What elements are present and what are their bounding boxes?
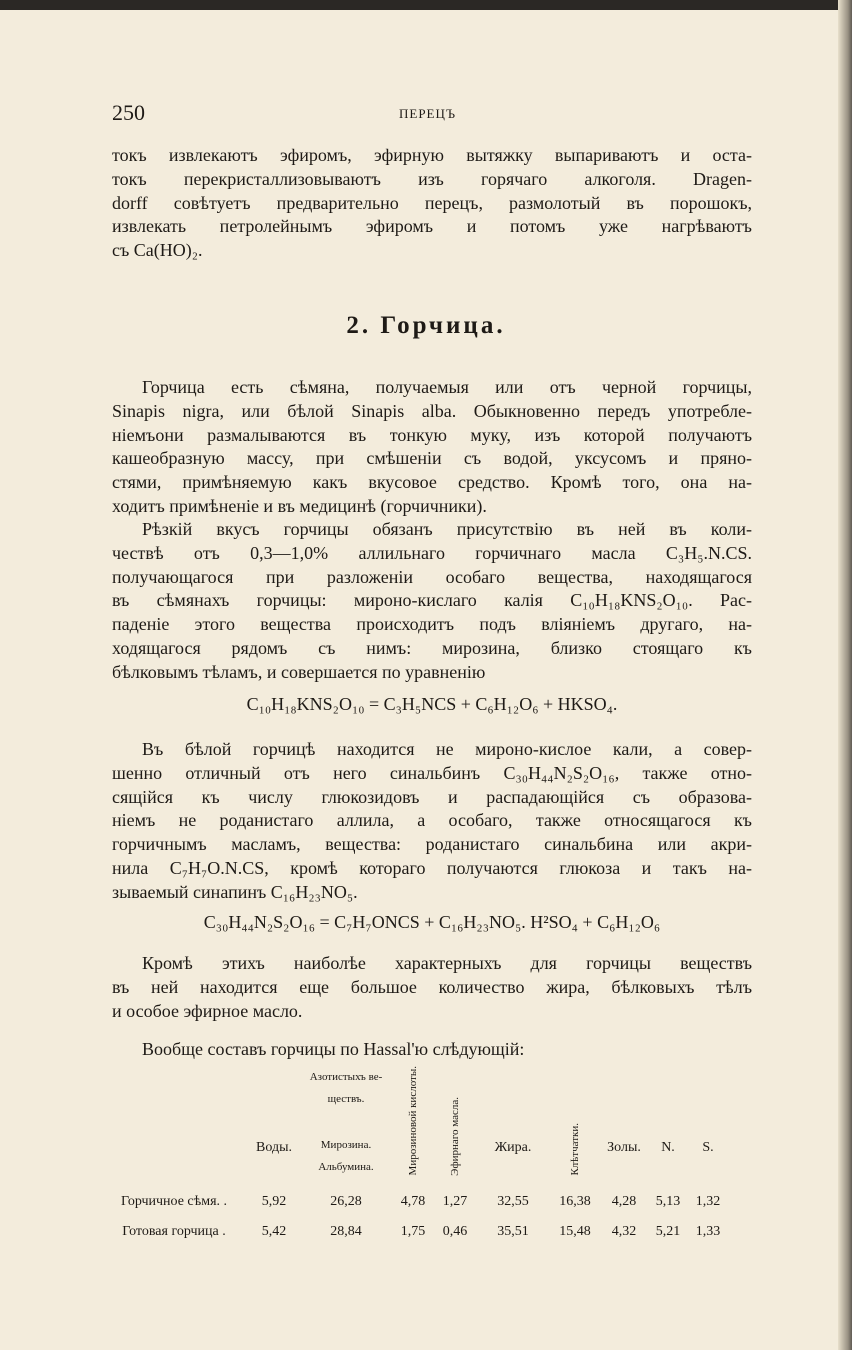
table-cell: 5,92 <box>261 1194 287 1210</box>
table-cell: 32,55 <box>497 1194 529 1210</box>
table-cell: 0,46 <box>442 1224 468 1240</box>
column-header: Азотистыхъ ве- ществъ. Мирозина. Альбумина. <box>300 1066 392 1180</box>
text-line: съ Ca(HO)₂. <box>112 240 203 261</box>
table-cell: 4,78 <box>400 1194 426 1210</box>
paragraph-3 <box>112 738 752 905</box>
text-line: Рѣзкій вкусъ горчицы обязанъ присутствію въ ней въ коли- <box>142 519 752 539</box>
equation-2: C₃₀H₄₄N₂S₂O₁₆ = C₇H₇ONCS + C₁₆H₂₃NO₅. H²SO₄ + C₆H₁₂O₆ <box>203 912 661 932</box>
text-line: зываемый синапинъ C₁₆H₂₃NO₅. <box>112 881 358 902</box>
text-line: ніемъ не роданистаго аллила, а особаго, также относящагося къ <box>112 810 752 831</box>
table-cell: 16,38 <box>559 1194 591 1210</box>
column-header: Эфирнаго масла. <box>449 1096 461 1176</box>
text-line: ходитъ примѣненіе и въ медицинѣ (горчичники). <box>112 495 487 516</box>
table-cell: 1,32 <box>695 1194 721 1210</box>
table-cell: 1,33 <box>695 1224 721 1240</box>
text-line: стями, примѣняемую какъ вкусовое средство. Кромѣ того, она на- <box>112 472 752 493</box>
table-cell: 1,27 <box>442 1194 468 1210</box>
text-line: нила C₇H₇O.N.CS, кромѣ котораго получаются глюкоза и такъ на- <box>112 857 752 878</box>
scan-top-edge <box>0 0 852 10</box>
page-number: 250 <box>112 100 145 125</box>
text-line: Sinapis nigra, или бѣлой Sinapis alba. Обыкновенно передъ употребле- <box>112 400 752 421</box>
text-line: и особое эфирное масло. <box>112 1000 303 1021</box>
text-line: Горчица есть сѣмяна, получаемыя или отъ черной горчицы, <box>142 377 752 397</box>
text-line: извлекать петролейнымъ эфиромъ и потомъ уже нагрѣваютъ <box>112 216 752 237</box>
text-line: въ сѣмянахъ горчицы: мироно-кислаго калія C₁₀H₁₈KNS₂O₁₀. Рас- <box>112 590 752 611</box>
table-row <box>100 1210 728 1240</box>
column-header: Жира. <box>494 1140 532 1156</box>
column-header: Мирозиновой кислоты. <box>407 1066 419 1176</box>
column-header: Золы. <box>607 1140 641 1156</box>
table-cell: 4,32 <box>611 1224 637 1240</box>
running-title: ПЕРЕЦЪ <box>399 106 457 121</box>
section-heading: 2. Горчица. <box>346 312 506 339</box>
paragraph-2 <box>112 518 752 685</box>
table-corner <box>100 1066 248 1180</box>
table-cell: 4,28 <box>611 1194 637 1210</box>
text-line: сящійся къ числу глюкозидовъ и распадающійся съ образова- <box>112 786 752 807</box>
column-header: N. <box>661 1140 675 1156</box>
row-label: Готовая горчица . <box>122 1224 226 1240</box>
scan-right-edge <box>838 0 852 1350</box>
table-cell: 5,13 <box>655 1194 681 1210</box>
table-intro <box>112 1038 752 1062</box>
paragraph-1 <box>112 376 752 519</box>
text-line: паденіе этого вещества происходитъ подъ вліяніемъ другаго, на- <box>112 614 752 635</box>
table-cell: 1,75 <box>400 1224 426 1240</box>
paragraph-4 <box>112 952 752 1023</box>
row-label: Горчичное сѣмя. . <box>120 1194 228 1210</box>
table-cell: 5,21 <box>655 1224 681 1240</box>
text-line: кашеобразную массу, при смѣшеніи съ водой, уксусомъ и пряно- <box>112 448 752 469</box>
text-line: ходящагося рядомъ съ нимъ: мирозина, близко стоящаго къ <box>112 637 752 658</box>
text-line: горчичнымъ масламъ, вещества: роданистаго синальбина или акри- <box>112 834 752 855</box>
column-header: Воды. <box>256 1140 292 1156</box>
table-cell: 26,28 <box>330 1194 362 1210</box>
text-line: получающагося при разложеніи особаго вещества, находящагося <box>112 566 752 587</box>
text-line: Въ бѣлой горчицѣ находится не мироно-кислое кали, а совер- <box>142 739 752 759</box>
text-line: шенно отличный отъ него синальбинъ C₃₀H₄₄N₂S₂O₁₆, также отно- <box>112 762 752 783</box>
text-line: бѣлковымъ тѣламъ, и совершается по уравненію <box>112 661 486 682</box>
column-header: Клѣтчатки. <box>569 1122 581 1176</box>
text-line: токъ извлекаютъ эфиромъ, эфирную вытяжку выпариваютъ и оста- <box>112 145 752 165</box>
table-cell: 15,48 <box>559 1224 591 1240</box>
text-line: чествѣ отъ 0,3—1,0% аллильнаго горчичнаго масла C₃H₅.N.CS. <box>112 542 752 563</box>
intro-paragraph <box>112 144 752 263</box>
table-cell: 35,51 <box>497 1224 529 1240</box>
text-line: Кромѣ этихъ наиболѣе характерныхъ для горчицы веществъ <box>142 953 752 973</box>
text-line: Вообще составъ горчицы по Hassal'ю слѣдующій: <box>142 1039 525 1059</box>
table-row <box>100 1180 728 1210</box>
text-line: dorff совѣтуетъ предварительно перецъ, размолотый въ порошокъ, <box>112 192 752 213</box>
composition-table <box>100 1066 728 1240</box>
text-line: ніемъони размалываются въ тонкую муку, изъ которой получаютъ <box>112 424 752 445</box>
column-header: S. <box>702 1140 714 1156</box>
text-line: въ ней находится еще большое количество жира, бѣлковыхъ тѣлъ <box>112 976 752 997</box>
table-cell: 5,42 <box>261 1224 287 1240</box>
equation-1: C₁₀H₁₈KNS₂O₁₀ = C₃H₅NCS + C₆H₁₂O₆ + HKSO₄. <box>246 694 618 714</box>
group-header: Азотистыхъ ве- ществъ. <box>309 1071 383 1105</box>
table-cell: 28,84 <box>330 1224 362 1240</box>
text-line: токъ перекристаллизовываютъ изъ горячаго алкоголя. Dragen- <box>112 168 752 189</box>
